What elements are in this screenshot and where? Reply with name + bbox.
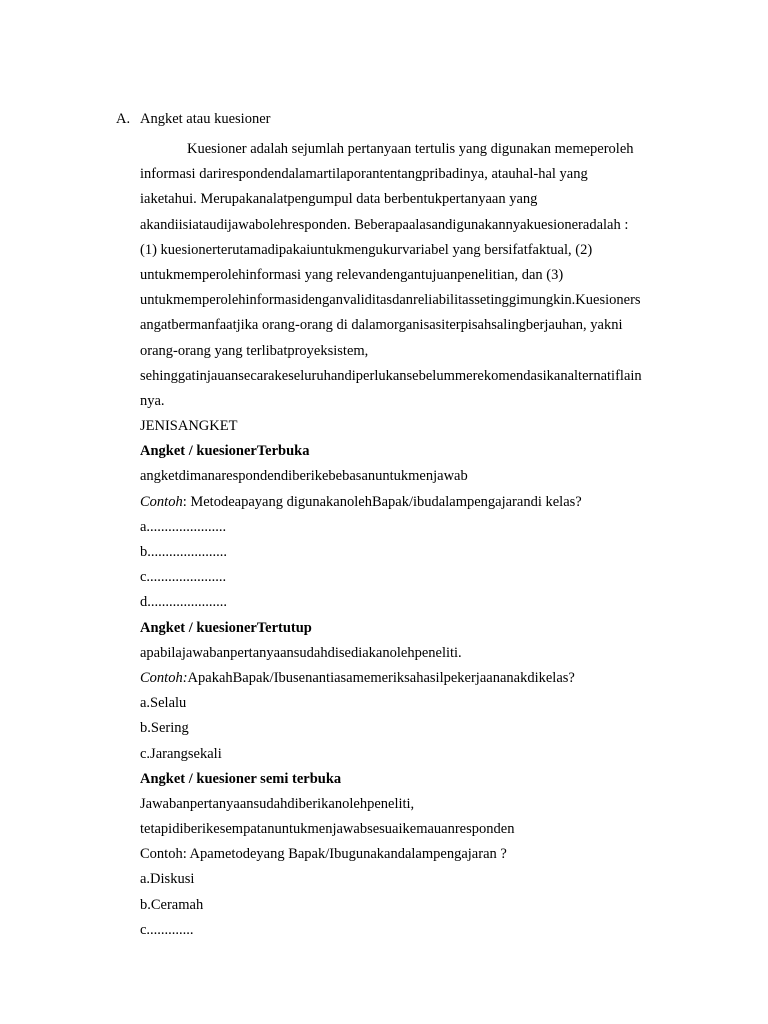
example-text: : Metodeapayang digunakanolehBapak/ibudalampengajarandi kelas? bbox=[182, 493, 582, 510]
terbuka-title: Angket / kuesionerTerbuka bbox=[140, 443, 310, 460]
example-label: Contoh bbox=[140, 493, 183, 510]
semi-terbuka-title: Angket / kuesioner semi terbuka bbox=[140, 770, 342, 787]
terbuka-example bbox=[140, 490, 700, 515]
paragraph-line: (1) kuesionerterutamadipakaiuntukmengukurvariabel yang bersifatfaktual, (2) bbox=[140, 241, 593, 258]
paragraph-line: Kuesioner adalah sejumlah pertanyaan tertulis yang digunakan memeperoleh bbox=[187, 141, 634, 157]
tertutup-title: Angket / kuesionerTertutup bbox=[140, 619, 312, 636]
paragraph-line: sehinggatinjauansecarakeseluruhandiperlukansebelummerekomendasikanalternatiflain bbox=[140, 367, 642, 384]
paragraph-line: orang-orang yang terlibatproyeksistem, bbox=[140, 342, 369, 359]
option-item: c.Jarangsekali bbox=[140, 745, 222, 762]
example-label: Contoh: bbox=[140, 669, 188, 686]
paragraph-line: iaketahui. Merupakanalatpengumpul data berbentukpertanyaan yang bbox=[140, 191, 538, 208]
paragraph-line: untukmemperolehinformasi yang relevandengantujuanpenelitian, dan (3) bbox=[140, 266, 564, 283]
option-item: a.Selalu bbox=[140, 695, 187, 712]
option-item: b...................... bbox=[140, 544, 227, 560]
terbuka-description: angketdimanarespondendiberikebebasanuntukmenjawab bbox=[140, 468, 468, 485]
option-item: a.Diskusi bbox=[140, 871, 195, 888]
semi-terbuka-description: tetapidiberikesempatanuntukmenjawabsesuaikemauanresponden bbox=[140, 821, 515, 838]
jenis-angket-heading: JENISANGKET bbox=[140, 418, 238, 435]
option-item: d...................... bbox=[140, 594, 227, 611]
paragraph-line: akandiisiataudijawabolehresponden. Beberapaalasandigunakannyakuesioneradalah : bbox=[140, 216, 629, 233]
tertutup-description: apabilajawabanpertanyaansudahdisediakanolehpeneliti. bbox=[140, 644, 462, 661]
paragraph-line: informasi darirespondendalamartilaporantentangpribadinya, atauhal-hal yang bbox=[140, 166, 588, 183]
option-item: a...................... bbox=[140, 518, 227, 535]
option-item: c...................... bbox=[140, 569, 227, 586]
section-title: Angket atau kuesioner bbox=[140, 111, 271, 127]
paragraph-line: angatbermanfaatjika orang-orang di dalamorganisasiterpisahsalingberjauhan, yakni bbox=[140, 317, 623, 334]
semi-terbuka-example: Contoh: Apametodeyang Bapak/Ibugunakandalampengajaran ? bbox=[140, 846, 507, 863]
paragraph-line: nya. bbox=[140, 392, 165, 409]
section-heading bbox=[116, 111, 270, 128]
paragraph-line: untukmemperolehinformasidenganvaliditasdanreliabilitassetinggimungkin.Kuesioners bbox=[140, 292, 641, 309]
tertutup-example bbox=[140, 666, 700, 691]
option-item: c............. bbox=[140, 921, 194, 938]
semi-terbuka-description: Jawabanpertanyaansudahdiberikanolehpeneliti, bbox=[140, 795, 415, 812]
option-item: b.Ceramah bbox=[140, 896, 204, 913]
example-text: ApakahBapak/Ibusenantiasamemeriksahasilpekerjaananakdikelas? bbox=[187, 669, 575, 686]
document-body bbox=[140, 137, 700, 943]
option-item: b.Sering bbox=[140, 720, 189, 737]
section-marker: A. bbox=[116, 111, 131, 127]
